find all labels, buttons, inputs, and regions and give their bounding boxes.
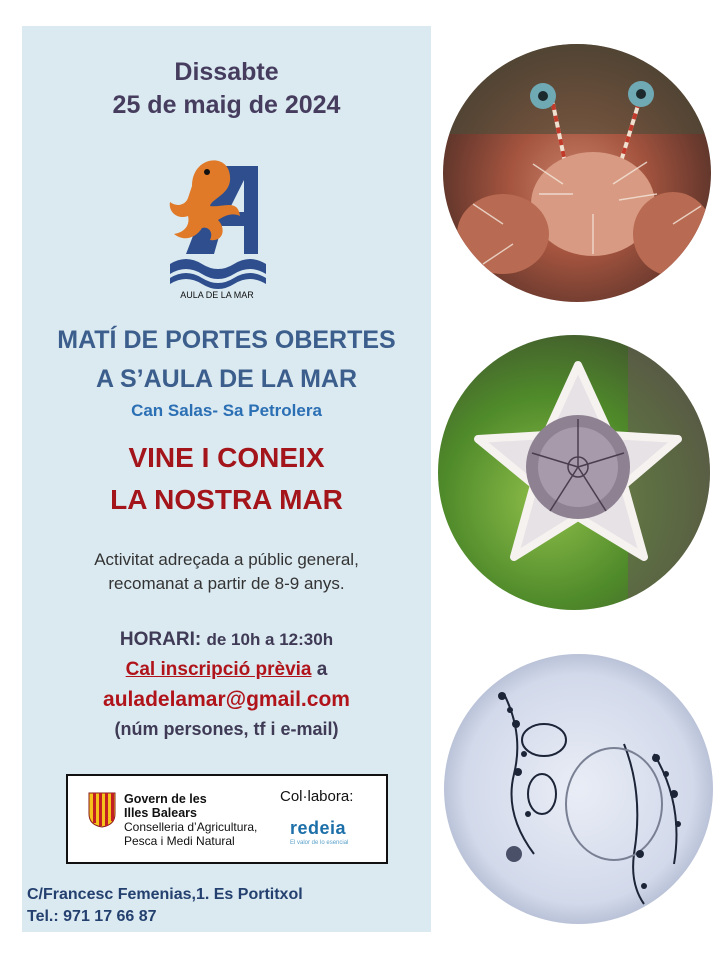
schedule-label: HORARI: bbox=[119, 629, 202, 650]
sponsors-box bbox=[66, 774, 388, 864]
contact bbox=[27, 884, 303, 928]
microscope-photo bbox=[444, 654, 713, 924]
registration-note: (núm persones, tf i e-mail) bbox=[114, 719, 339, 739]
email-link[interactable]: auladelamar@gmail.com bbox=[103, 688, 350, 711]
sea-star-illustration bbox=[438, 335, 710, 610]
info-panel bbox=[22, 26, 431, 932]
aula-de-la-mar-logo bbox=[162, 146, 272, 306]
title-line-2: A S’AULA DE LA MAR bbox=[95, 365, 358, 393]
slogan-line-2: LA NOSTRA MAR bbox=[110, 484, 343, 515]
event-date: 25 de maig de 2024 bbox=[112, 91, 341, 119]
gov-line-2: Illes Balears bbox=[124, 806, 197, 820]
registration bbox=[22, 659, 431, 681]
registration-suffix: a bbox=[316, 659, 328, 680]
gov-line-3: Conselleria d’Agricultura, bbox=[124, 820, 258, 834]
event-day: Dissabte bbox=[174, 58, 279, 86]
gov-line-4: Pesca i Medi Natural bbox=[124, 834, 235, 848]
redeia-logo: redeia bbox=[290, 818, 347, 838]
gov-line-1: Govern de les bbox=[124, 792, 207, 806]
audience-line-1: Activitat adreçada a públic general, bbox=[94, 550, 359, 569]
government-text bbox=[124, 792, 257, 848]
sea-star-photo bbox=[438, 335, 710, 610]
title-line-1: MATÍ DE PORTES OBERTES bbox=[57, 326, 396, 354]
address: C/Francesc Femenias,1. Es Portitxol bbox=[27, 886, 303, 903]
hermit-crab-photo bbox=[443, 44, 711, 302]
phone: Tel.: 971 17 66 87 bbox=[27, 908, 157, 925]
schedule-value: de 10h a 12:30h bbox=[206, 630, 334, 649]
collab-label: Col·labora: bbox=[280, 788, 354, 805]
hermit-crab-illustration bbox=[443, 44, 711, 302]
registration-required: Cal inscripció prèvia bbox=[125, 659, 312, 680]
hydroid-illustration bbox=[444, 654, 713, 924]
location: Can Salas- Sa Petrolera bbox=[131, 401, 322, 420]
balearic-coat-of-arms-icon bbox=[88, 792, 116, 828]
redeia-tagline: El valor de lo esencial bbox=[290, 840, 349, 846]
schedule bbox=[22, 629, 431, 651]
slogan-line-1: VINE I CONEIX bbox=[128, 442, 325, 473]
svg-text:AULA DE LA MAR: AULA DE LA MAR bbox=[180, 290, 254, 300]
audience-line-2: recomanat a partir de 8-9 anys. bbox=[108, 574, 345, 593]
